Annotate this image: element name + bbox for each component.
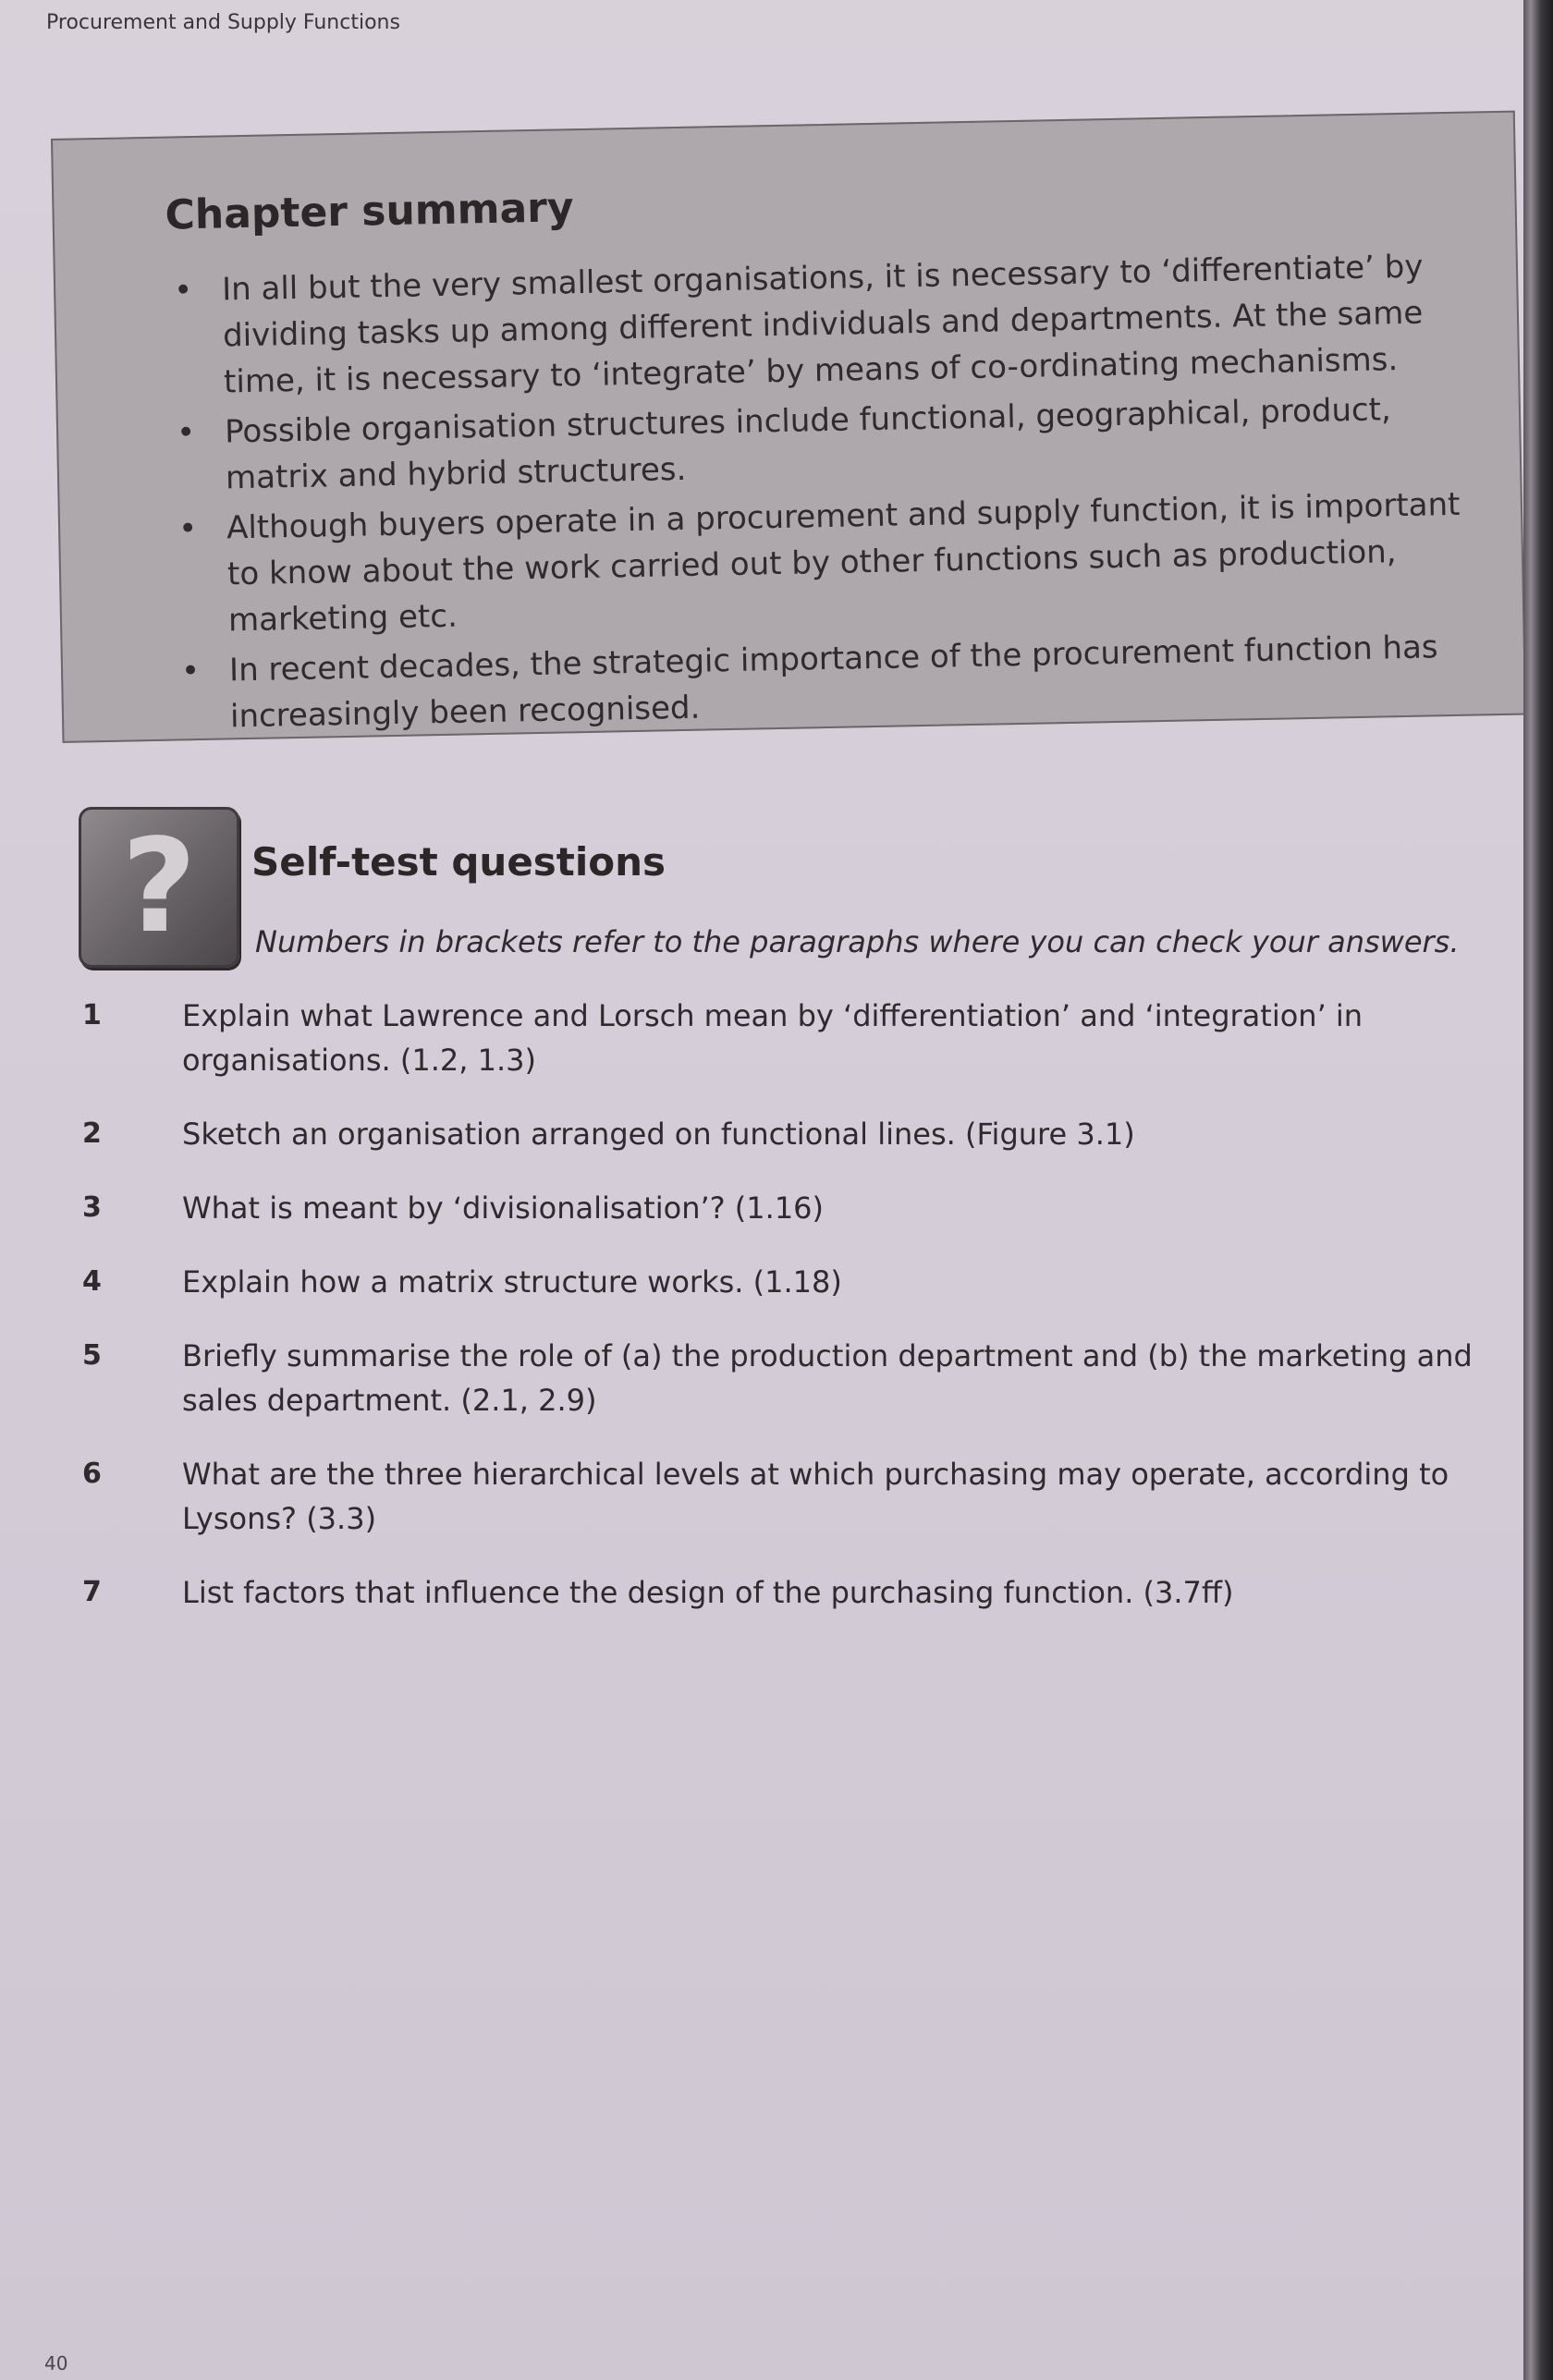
question-item — [79, 1570, 1493, 1615]
question-mark-icon — [79, 807, 239, 968]
summary-item — [171, 481, 1486, 644]
bullet-icon: • — [180, 653, 201, 690]
summary-item-text: Possible organisation structures include functional, geographical, product, matrix and hybrid structures. — [224, 391, 1392, 497]
question-mark-glyph: ? — [121, 812, 197, 962]
question-number: 2 — [82, 1117, 102, 1150]
question-item — [79, 1452, 1493, 1541]
question-text: What are the three hierarchical levels at which purchasing may operate, according to Lysons? (3.3) — [182, 1457, 1449, 1536]
question-text: Explain what Lawrence and Lorsch mean by ‘differentiation’ and ‘integration’ in organisations. (1.2, 1.3) — [182, 998, 1363, 1078]
question-text: Briefly summarise the role of (a) the production department and (b) the marketing and sales department. (2.1, 2.9) — [182, 1338, 1473, 1418]
question-text: List factors that influence the design of the purchasing function. (3.7ff) — [182, 1575, 1234, 1610]
chapter-summary-title: Chapter summary — [165, 184, 575, 239]
question-number: 6 — [82, 1458, 102, 1490]
self-test-subtitle: Numbers in brackets refer to the paragraphs where you can check your answers. — [255, 924, 1460, 959]
summary-item-text: In recent decades, the strategic importance of the procurement function has increasingly been recognised. — [228, 629, 1438, 736]
question-text: Explain how a matrix structure works. (1.18) — [182, 1264, 842, 1300]
chapter-summary-list — [166, 242, 1488, 744]
question-number: 7 — [82, 1576, 102, 1608]
running-header: Procurement and Supply Functions — [46, 11, 400, 34]
question-item — [79, 994, 1493, 1082]
self-test-title: Self-test questions — [251, 839, 666, 885]
question-item — [79, 1334, 1493, 1422]
question-number: 3 — [82, 1191, 102, 1224]
question-text: Sketch an organisation arranged on functional lines. (Figure 3.1) — [182, 1117, 1135, 1152]
question-number: 5 — [82, 1339, 102, 1372]
question-item — [79, 1260, 1493, 1304]
bullet-icon: • — [173, 272, 193, 310]
chapter-summary-box — [51, 111, 1526, 743]
self-test-question-list — [79, 994, 1493, 1615]
book-spine-edge — [1523, 0, 1553, 2380]
summary-item-text: In all but the very smallest organisations, it is necessary to ‘differentiate’ by dividing tasks up among different individuals and departments. At the same time, it is necessary to ‘integrate’ by means of co-ordinating mechanisms. — [221, 248, 1424, 401]
summary-item — [166, 242, 1482, 406]
question-number: 1 — [82, 999, 102, 1031]
question-item — [79, 1186, 1493, 1230]
bullet-icon: • — [176, 414, 196, 452]
page-number: 40 — [44, 2352, 68, 2374]
question-text: What is meant by ‘divisionalisation’? (1.16) — [182, 1190, 825, 1226]
question-number: 4 — [82, 1265, 102, 1298]
question-item — [79, 1112, 1493, 1156]
bullet-icon: • — [177, 510, 198, 548]
summary-item-text: Although buyers operate in a procurement and supply function, it is important to know about the work carried out by other functions such as production, marketing etc. — [226, 485, 1461, 640]
